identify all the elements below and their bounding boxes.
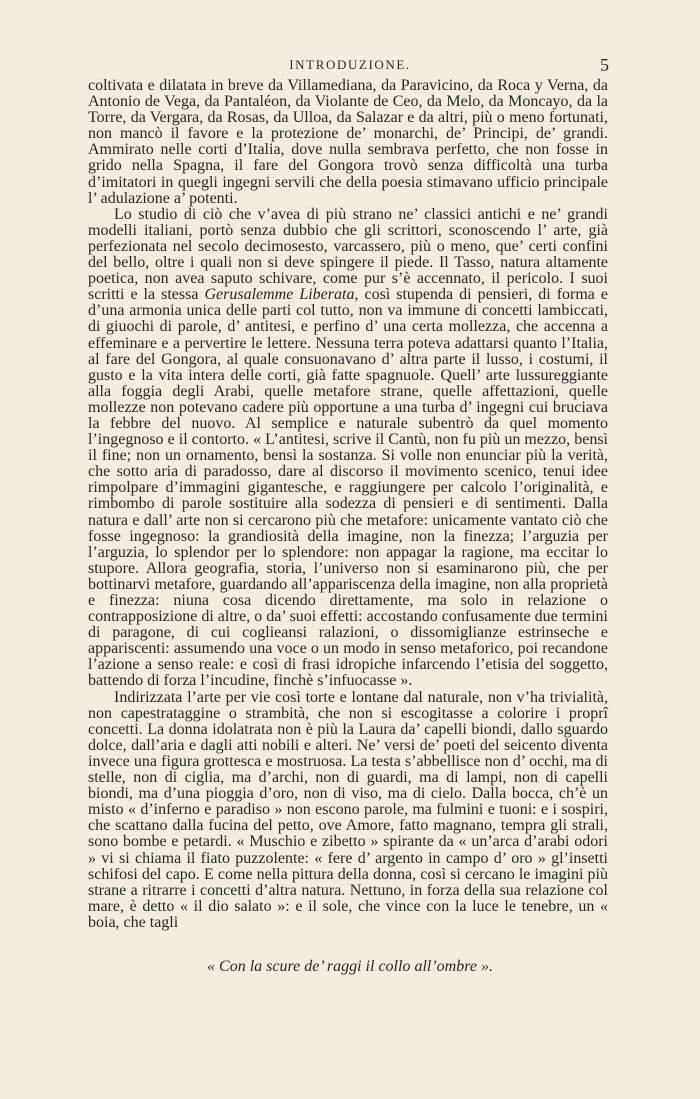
paragraph-1: coltivata e dilatata in breve da Villamediana, da Paravicino, da Roca y Verna, da Antonio de Vega, da Pantaléon, da Violante de Ceo, da Melo, da Moncayo, da la Torre, da Vergara, da Rosas, da Ulloa, da Salazar e da altri, più o meno fortunati, non mancò il favore e la protezione de’ monarchi, de’ Principi, de’ grandi. Ammirato nelle corti d’Italia, dove nulla sembrava perfetto, che non fosse in grido nella Spagna, il fare del Gongora trovò senza difficoltà una turba d’imitatori in quegli ingegni servili che della poesia stimavano ufficio principale l’ adulazione a’ potenti. bbox=[88, 77, 608, 207]
page-number: 5 bbox=[600, 55, 609, 75]
paragraph-3: Indirizzata l’arte per vie così torte e lontane dal naturale, non v’ha trivialità, non capestrataggine o strambità, che non si escogitasse a colorire i proprî concetti. La donna idolatrata non è più la Laura da’ capelli biondi, dallo sguardo dolce, dall’aria e dagli atti nobili e alteri. Ne’ versi de’ poeti del seicento diventa invece una figura grottesca e mostruosa. La testa s’abbellisce non d’ occhi, ma di stelle, non di ciglia, ma d’archi, non di guardi, ma di lampi, non di capelli biondi, ma d’una pioggia d’oro, non di viso, ma di cielo. Dalla bocca, ch’è un misto « d’inferno e paradiso » non escono parole, ma fulmini e tuoni: e i sospiri, che scattano dalla fucina del petto, ove Amore, fatto magnano, tempra gli strali, sono bombe e petardi. « Muschio e zibetto » spirante da « un’arca d’arabi odori » vi si chiama il fiato puzzolente: « fere d’ argento in campo d’ oro » gl’insetti schifosi del capo. E come nella pittura della donna, così si cercano le imagini più strane a ritrarre i concetti d’altra natura. Nettuno, in forza della sua relazione col mare, è detto « il dio salato »: e il sole, che vince con la luce le tenebre, un « boia, che tagli bbox=[88, 688, 608, 931]
paragraph-2 bbox=[88, 207, 608, 690]
quoted-verse: « Con la scure de’ raggi il collo all’ombre ». bbox=[207, 958, 493, 975]
paragraph-2-text-before: Lo studio di ciò che v’avea di più strano ne’ classici antichi e ne’ grandi modelli italiani, portò senza dubbio che gli scrittori, sconoscendo l’ arte, già perfezionata nel secolo decimosesto, varcassero, più o meno, que’ certi confini del bello, oltre i quali non si deve spingere il piede. Il Tasso, natura altamente poetica, non avea saputo schivare, come pur s’è accennato, il pericolo. I suoi scritti e la stessa bbox=[88, 205, 608, 304]
italic-title-gerusalemme: Gerusalemme Liberata bbox=[204, 286, 355, 304]
body-text bbox=[88, 78, 608, 931]
paragraph-2-text-after: , così stupenda di pensieri, di forma e d’una armonia unica delle parti col tutto, non va immune di concetti lambiccati, di giuochi di parole, d’ antitesi, e perfino d’ una certa mollezza, che accenna a effeminare e a pervertire le lettere. Nessuna terra poteva adattarsi quanto l’Italia, al fare del Gongora, al quale consuonavano d’ altra parte il lusso, i costumi, il gusto e la vita intera delle corti, già fatte spagnuole. Quell’ arte lussureggiante alla foggia degli Arabi, quelle metafore strane, quelle affettazioni, quelle mollezze non potevano cadere più opportune a una turba d’ ingegni cui bruciava la febbre del nuovo. Al semplice e naturale subentrò da quel momento l’ingegnoso e il contorto. « L’antitesi, scrive il Cantù, non fu più un mezzo, bensì il fine; non un ornamento, bensì la sostanza. Si volle non enunciar più la verità, che sotto aria di paradosso, dare al discorso il movimento scenico, tenui idee rimpolpare d’immagini gigantesche, e raggiungere per calcolo l’originalità, e rimbombo di parole sostituire alla sodezza di pensieri e di sentimenti. Dalla natura e dall’ arte non si cercarono più che metafore: unicamente vantato ciò che fosse ingegnoso: la grandiosità della imagine, non la finezza; l’arguzia per l’arguzia, lo splendor per lo splendore: non appagar la ragione, ma eccitar lo stupore. Allora geografia, storia, l’universo non si esaminarono più, che per bottinarvi metafore, guardando all’appariscenza della imagine, non alla proprietà e finezza: niuna cosa dicendo direttamente, ma solo in relazione o contrapposizione di altre, o da’ suoi effetti: accostando confusamente due termini di paragone, di cui coglieansi ralazioni, o dissomiglianze estrinseche e appariscenti: assumendo una voce o un modo in senso metaforico, poi recandone l’azione a senso reale: e così di frasi idropiche infarcendo l’etisia del soggetto, battendo di forza l’incudine, finchè s’infuocasse ». bbox=[88, 286, 608, 690]
running-header-title: INTRODUZIONE. bbox=[289, 57, 411, 72]
